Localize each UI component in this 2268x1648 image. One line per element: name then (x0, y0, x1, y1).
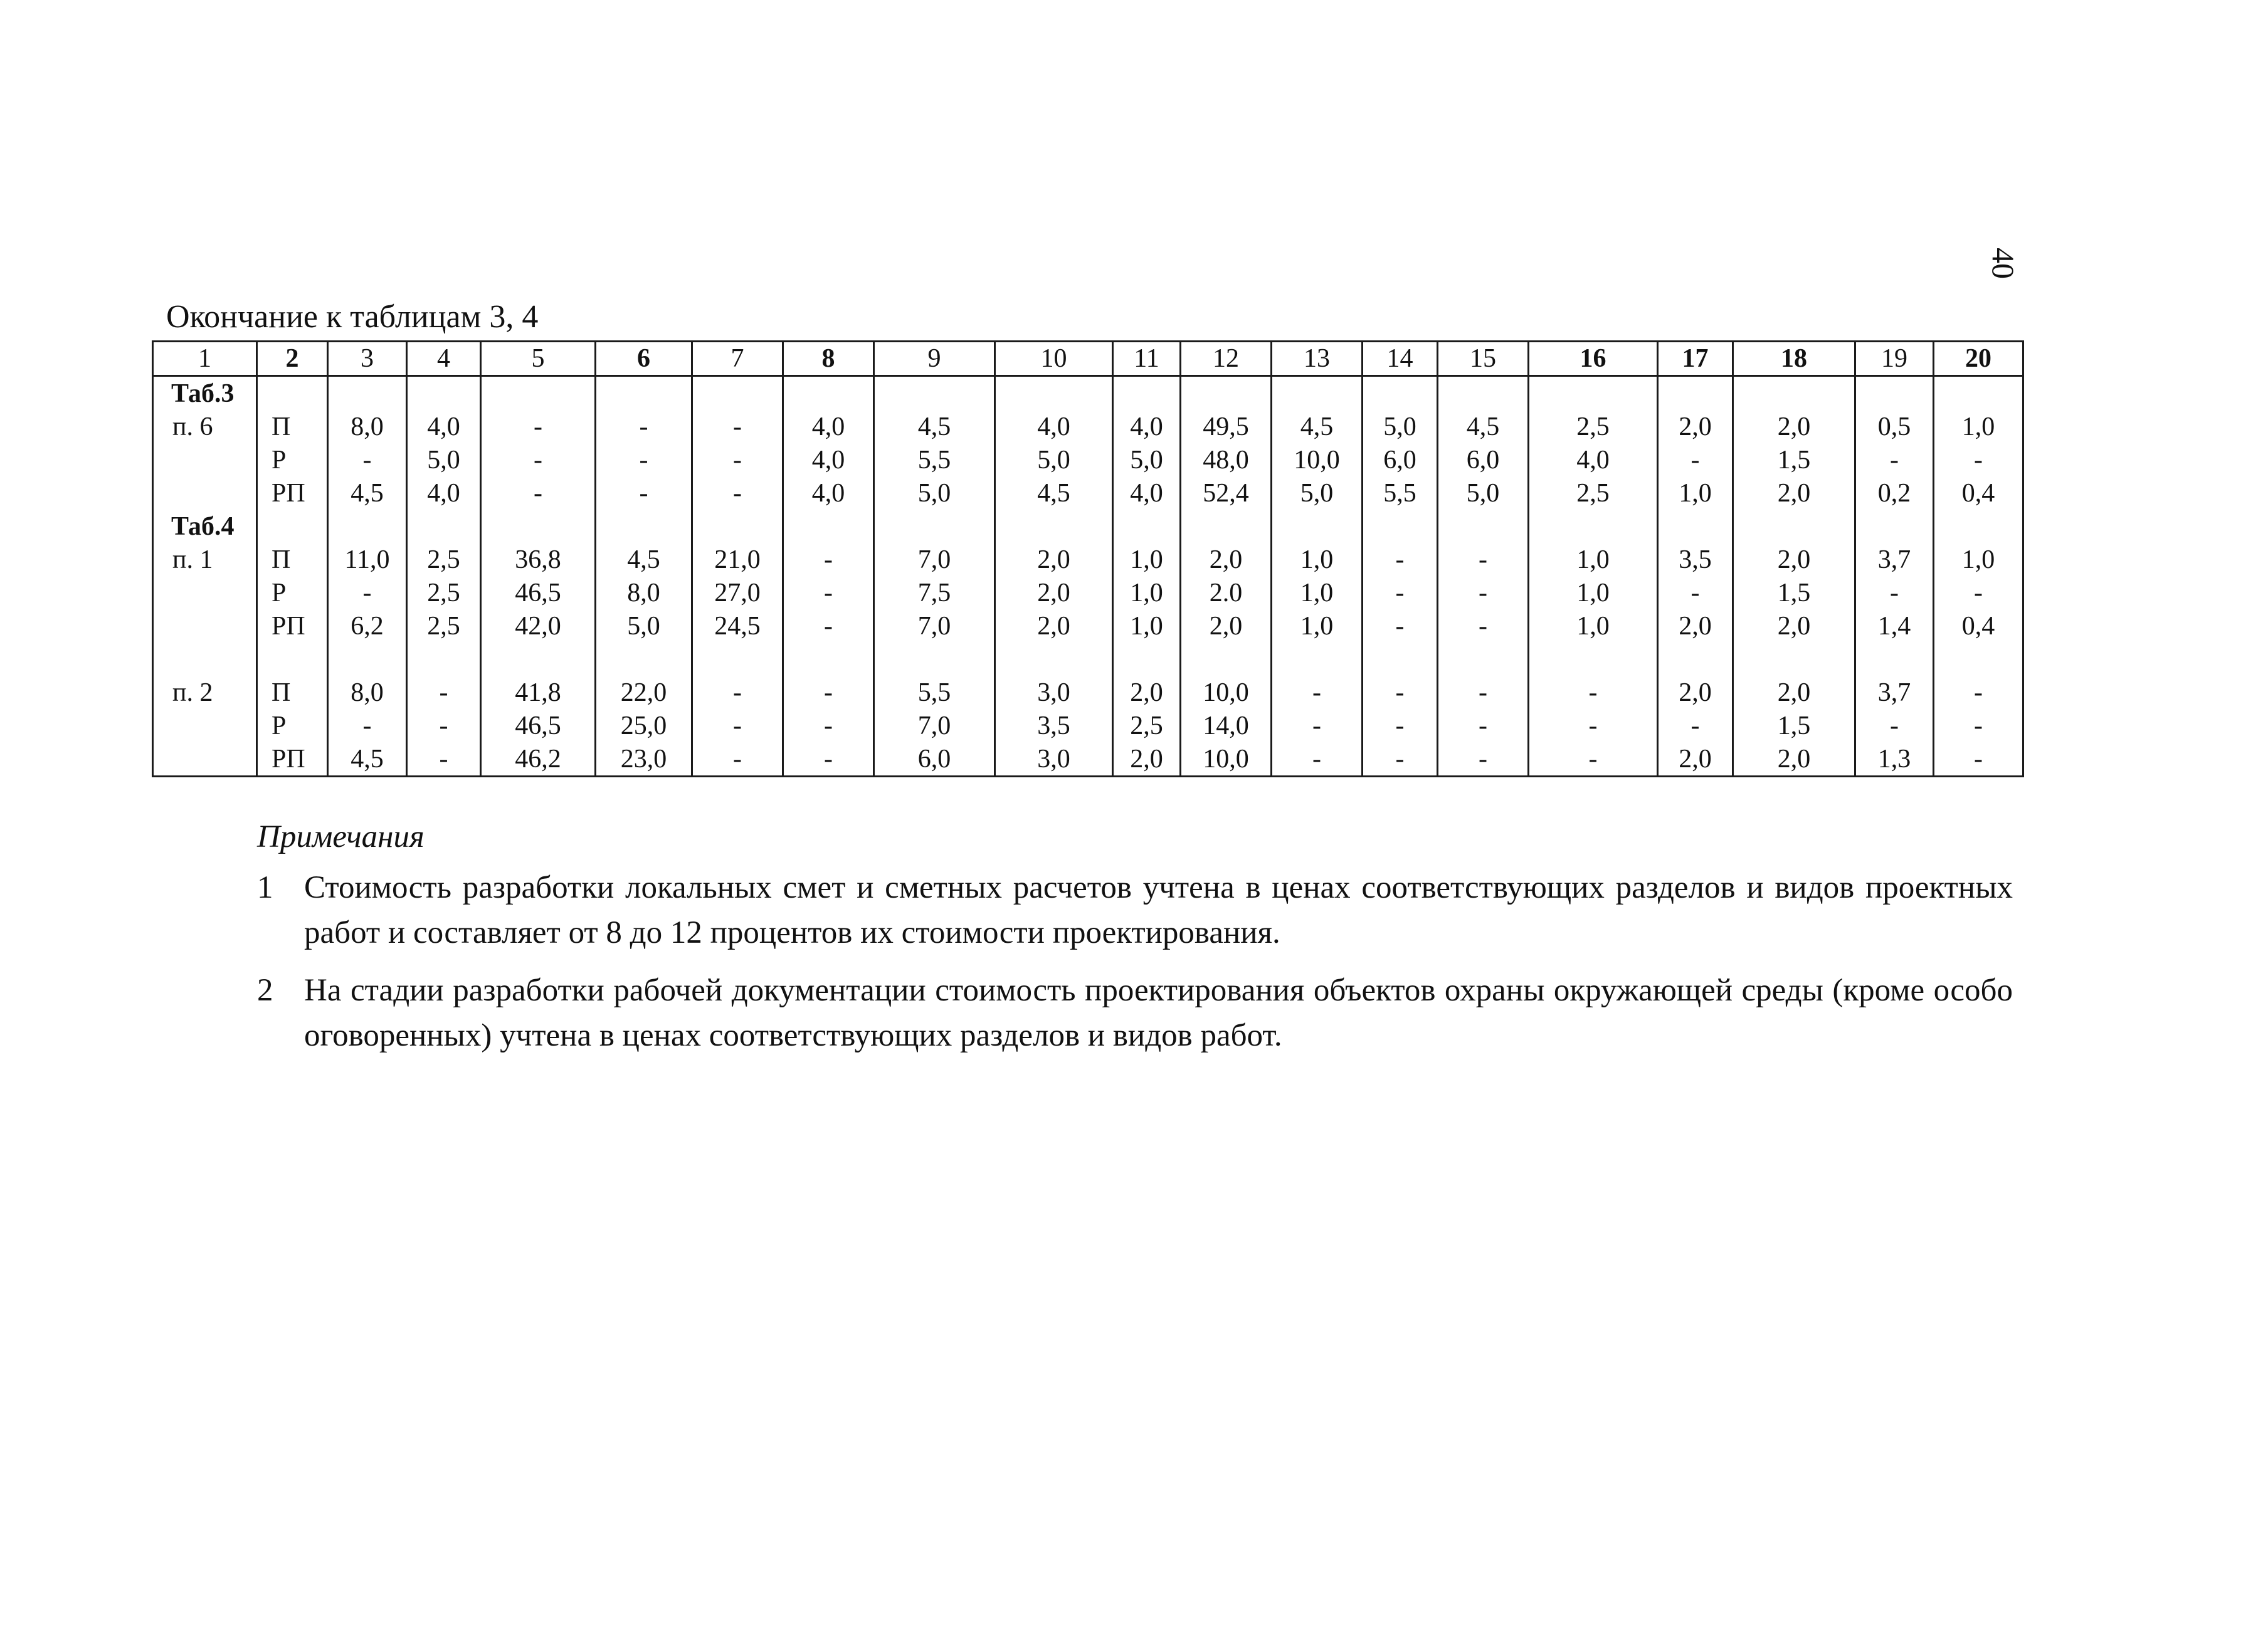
value-cell: - (692, 410, 783, 443)
value-cell (874, 510, 995, 543)
value-cell: - (407, 676, 481, 709)
column-header: 17 (1658, 342, 1733, 376)
value-cell: 2,0 (1733, 476, 1855, 510)
value-cell: 52,4 (1181, 476, 1272, 510)
value-cell: - (1658, 709, 1733, 742)
value-cell: 10,0 (1181, 676, 1272, 709)
value-cell: 0,2 (1855, 476, 1934, 510)
value-cell (407, 376, 481, 411)
value-cell (874, 376, 995, 411)
value-cell: 2,0 (1113, 742, 1181, 777)
value-cell: 4,0 (783, 443, 874, 476)
value-cell: 8,0 (328, 676, 407, 709)
value-cell: 23,0 (596, 742, 692, 777)
value-cell: 2,0 (995, 543, 1113, 576)
value-cell (1733, 643, 1855, 676)
column-header: 15 (1438, 342, 1529, 376)
table-row (153, 576, 2023, 609)
value-cell: 2,5 (1529, 476, 1658, 510)
column-header: 8 (783, 342, 874, 376)
value-cell: 36,8 (481, 543, 596, 576)
value-cell: 10,0 (1181, 742, 1272, 777)
value-cell (596, 376, 692, 411)
value-cell (407, 510, 481, 543)
value-cell: 2,0 (1181, 543, 1272, 576)
note-item (257, 865, 2013, 955)
value-cell: 48,0 (1181, 443, 1272, 476)
column-header: 16 (1529, 342, 1658, 376)
note-number: 1 (257, 870, 273, 905)
column-header: 12 (1181, 342, 1272, 376)
row-label: п. 1 (153, 543, 257, 576)
value-cell: 25,0 (596, 709, 692, 742)
table-row (153, 410, 2023, 443)
value-cell: 5,0 (407, 443, 481, 476)
value-cell: 6,0 (1438, 443, 1529, 476)
value-cell: - (1934, 576, 2023, 609)
value-cell (692, 376, 783, 411)
value-cell: - (692, 742, 783, 777)
value-cell: - (596, 476, 692, 510)
value-cell: 42,0 (481, 609, 596, 643)
table-row (153, 510, 2023, 543)
value-cell: - (783, 543, 874, 576)
value-cell: 8,0 (596, 576, 692, 609)
value-cell: 0,4 (1934, 476, 2023, 510)
column-header: 4 (407, 342, 481, 376)
note-item (257, 968, 2013, 1058)
value-cell: 8,0 (328, 410, 407, 443)
value-cell (1529, 643, 1658, 676)
value-cell (1658, 376, 1733, 411)
value-cell: 5,5 (874, 443, 995, 476)
row-label (153, 476, 257, 510)
value-cell: 4,5 (596, 543, 692, 576)
value-cell: - (1934, 742, 2023, 777)
table-row (153, 543, 2023, 576)
value-cell (995, 643, 1113, 676)
value-cell: 22,0 (596, 676, 692, 709)
stage-cell: Р (257, 709, 328, 742)
value-cell: - (481, 476, 596, 510)
value-cell (874, 643, 995, 676)
value-cell: 11,0 (328, 543, 407, 576)
column-header: 2 (257, 342, 328, 376)
value-cell: 1,0 (1529, 576, 1658, 609)
value-cell: 7,0 (874, 709, 995, 742)
value-cell: - (692, 476, 783, 510)
value-cell: 49,5 (1181, 410, 1272, 443)
value-cell: 5,0 (1113, 443, 1181, 476)
value-cell: 2,0 (1181, 609, 1272, 643)
value-cell: 24,5 (692, 609, 783, 643)
value-cell (596, 643, 692, 676)
column-header: 11 (1113, 342, 1181, 376)
stage-cell: П (257, 543, 328, 576)
value-cell: - (1272, 709, 1363, 742)
column-header: 13 (1272, 342, 1363, 376)
stage-cell: РП (257, 609, 328, 643)
value-cell (1272, 376, 1363, 411)
stage-cell (257, 376, 328, 411)
value-cell (481, 376, 596, 411)
value-cell (1934, 643, 2023, 676)
value-cell: 2,0 (995, 609, 1113, 643)
value-cell: 0,5 (1855, 410, 1934, 443)
value-cell: 2,5 (407, 576, 481, 609)
column-header: 3 (328, 342, 407, 376)
value-cell: - (1934, 676, 2023, 709)
value-cell (596, 510, 692, 543)
value-cell: - (1855, 443, 1934, 476)
value-cell (1363, 643, 1438, 676)
value-cell (783, 376, 874, 411)
value-cell: 4,0 (1529, 443, 1658, 476)
value-cell (407, 643, 481, 676)
value-cell: - (783, 709, 874, 742)
value-cell: - (1855, 709, 1934, 742)
stage-cell: Р (257, 443, 328, 476)
notes-title: Примечания (257, 819, 425, 854)
table-row (153, 476, 2023, 510)
stage-cell (257, 510, 328, 543)
value-cell: 5,0 (1272, 476, 1363, 510)
value-cell: 4,0 (783, 476, 874, 510)
row-label (153, 443, 257, 476)
value-cell: 2,0 (1113, 676, 1181, 709)
value-cell: 7,5 (874, 576, 995, 609)
value-cell: - (1363, 609, 1438, 643)
value-cell: 4,0 (407, 476, 481, 510)
value-cell: 14,0 (1181, 709, 1272, 742)
value-cell (1934, 376, 2023, 411)
value-cell: 4,0 (783, 410, 874, 443)
value-cell: 2,0 (1733, 742, 1855, 777)
value-cell: 46,2 (481, 742, 596, 777)
column-header: 5 (481, 342, 596, 376)
value-cell: 4,0 (1113, 476, 1181, 510)
value-cell: 2,0 (1733, 543, 1855, 576)
value-cell: 6,2 (328, 609, 407, 643)
value-cell: 4,5 (328, 476, 407, 510)
value-cell: 6,0 (1363, 443, 1438, 476)
value-cell: 1,0 (1272, 576, 1363, 609)
value-cell: 7,0 (874, 543, 995, 576)
value-cell: - (692, 709, 783, 742)
value-cell: - (1363, 543, 1438, 576)
value-cell: 5,5 (874, 676, 995, 709)
value-cell: 4,5 (1272, 410, 1363, 443)
value-cell: 5,5 (1363, 476, 1438, 510)
value-cell (1733, 510, 1855, 543)
value-cell: - (481, 443, 596, 476)
value-cell: 2.0 (1181, 576, 1272, 609)
value-cell: - (407, 742, 481, 777)
value-cell: 1,0 (1529, 609, 1658, 643)
table-caption: Окончание к таблицам 3, 4 (166, 299, 539, 335)
value-cell (328, 510, 407, 543)
value-cell: - (1438, 543, 1529, 576)
value-cell: 2,0 (1658, 410, 1733, 443)
value-cell (1272, 510, 1363, 543)
value-cell: 3,7 (1855, 676, 1934, 709)
value-cell: 10,0 (1272, 443, 1363, 476)
table-row (153, 742, 2023, 777)
value-cell: 2,0 (1733, 676, 1855, 709)
value-cell: - (1934, 709, 2023, 742)
value-cell: 1,5 (1733, 443, 1855, 476)
value-cell (995, 376, 1113, 411)
row-label: Таб.4 (153, 510, 257, 543)
table-row (153, 676, 2023, 709)
value-cell: 3,0 (995, 676, 1113, 709)
value-cell: 4,0 (995, 410, 1113, 443)
value-cell: - (1529, 676, 1658, 709)
value-cell (1438, 643, 1529, 676)
value-cell: 21,0 (692, 543, 783, 576)
value-cell (1855, 643, 1934, 676)
value-cell (783, 643, 874, 676)
value-cell: - (1529, 742, 1658, 777)
value-cell: - (1272, 676, 1363, 709)
value-cell: - (1363, 742, 1438, 777)
value-cell: 4,5 (328, 742, 407, 777)
value-cell: 2,0 (995, 576, 1113, 609)
value-cell: 4,0 (407, 410, 481, 443)
note-number: 2 (257, 973, 273, 1008)
column-header: 9 (874, 342, 995, 376)
value-cell (1855, 510, 1934, 543)
value-cell (1272, 643, 1363, 676)
value-cell: 3,7 (1855, 543, 1934, 576)
value-cell (995, 510, 1113, 543)
value-cell (1181, 376, 1272, 411)
value-cell (1438, 510, 1529, 543)
value-cell: - (692, 443, 783, 476)
stage-cell: РП (257, 742, 328, 777)
value-cell (1733, 376, 1855, 411)
value-cell: - (783, 742, 874, 777)
value-cell: - (1363, 709, 1438, 742)
value-cell: 1,4 (1855, 609, 1934, 643)
value-cell: - (1438, 576, 1529, 609)
page-number: 40 (1986, 248, 2021, 279)
value-cell: 1,5 (1733, 576, 1855, 609)
value-cell (481, 643, 596, 676)
value-cell: 46,5 (481, 709, 596, 742)
stage-cell: Р (257, 576, 328, 609)
value-cell: 1,0 (1113, 543, 1181, 576)
value-cell: 1,3 (1855, 742, 1934, 777)
value-cell (1113, 510, 1181, 543)
value-cell: 1,0 (1113, 609, 1181, 643)
value-cell: - (783, 609, 874, 643)
value-cell (692, 510, 783, 543)
value-cell: 5,0 (995, 443, 1113, 476)
value-cell (1113, 643, 1181, 676)
table-row (153, 376, 2023, 411)
column-header: 6 (596, 342, 692, 376)
value-cell: 2,0 (1658, 742, 1733, 777)
column-header: 14 (1363, 342, 1438, 376)
value-cell: 6,0 (874, 742, 995, 777)
value-cell: - (1363, 576, 1438, 609)
column-header: 19 (1855, 342, 1934, 376)
value-cell: - (1438, 676, 1529, 709)
value-cell: 2,0 (1658, 676, 1733, 709)
value-cell: - (1438, 709, 1529, 742)
value-cell: - (1855, 576, 1934, 609)
value-cell (1113, 376, 1181, 411)
value-cell: 3,5 (995, 709, 1113, 742)
value-cell: 1,0 (1529, 543, 1658, 576)
value-cell (1438, 376, 1529, 411)
row-label (153, 643, 257, 676)
value-cell (692, 643, 783, 676)
value-cell: 4,0 (1113, 410, 1181, 443)
value-cell: 4,5 (1438, 410, 1529, 443)
row-label (153, 609, 257, 643)
row-label: п. 6 (153, 410, 257, 443)
value-cell: - (1272, 742, 1363, 777)
value-cell (1181, 643, 1272, 676)
value-cell: - (596, 410, 692, 443)
value-cell (481, 510, 596, 543)
column-header: 10 (995, 342, 1113, 376)
value-cell (1855, 376, 1934, 411)
value-cell: 5,0 (1363, 410, 1438, 443)
value-cell (1529, 510, 1658, 543)
stage-cell (257, 643, 328, 676)
value-cell: - (783, 576, 874, 609)
column-header: 18 (1733, 342, 1855, 376)
stage-cell: П (257, 410, 328, 443)
row-label (153, 742, 257, 777)
table-row (153, 643, 2023, 676)
column-header: 20 (1934, 342, 2023, 376)
row-label: Таб.3 (153, 376, 257, 411)
value-cell: 5,0 (1438, 476, 1529, 510)
value-cell: - (1658, 576, 1733, 609)
value-cell (1363, 510, 1438, 543)
value-cell: 1,0 (1934, 543, 2023, 576)
table-row (153, 609, 2023, 643)
row-label (153, 576, 257, 609)
value-cell: - (328, 576, 407, 609)
value-cell: 2,5 (407, 543, 481, 576)
value-cell: - (328, 443, 407, 476)
value-cell: 2,0 (1733, 609, 1855, 643)
value-cell: - (783, 676, 874, 709)
value-cell: - (481, 410, 596, 443)
value-cell: - (1658, 443, 1733, 476)
value-cell (1529, 376, 1658, 411)
value-cell: - (328, 709, 407, 742)
value-cell: - (1438, 609, 1529, 643)
column-header: 7 (692, 342, 783, 376)
note-text: Стоимость разработки локальных смет и сметных расчетов учтена в ценах соответствующих разделов и видов проектных работ и составляет от 8 до 12 процентов их стоимости проектирования. (304, 870, 2013, 950)
value-cell: - (407, 709, 481, 742)
row-label: п. 2 (153, 676, 257, 709)
notes-section (257, 815, 2013, 1071)
value-cell: 3,0 (995, 742, 1113, 777)
value-cell: 7,0 (874, 609, 995, 643)
value-cell: 2,0 (1733, 410, 1855, 443)
value-cell (1363, 376, 1438, 411)
value-cell: - (692, 676, 783, 709)
value-cell: 1,0 (1272, 609, 1363, 643)
price-table (152, 340, 2024, 777)
value-cell: 0,4 (1934, 609, 2023, 643)
value-cell: 27,0 (692, 576, 783, 609)
value-cell: 46,5 (481, 576, 596, 609)
value-cell (1658, 643, 1733, 676)
value-cell (1181, 510, 1272, 543)
value-cell: - (1529, 709, 1658, 742)
stage-cell: П (257, 676, 328, 709)
value-cell: 1,0 (1113, 576, 1181, 609)
value-cell: - (1363, 676, 1438, 709)
value-cell: 1,0 (1658, 476, 1733, 510)
header-row (153, 342, 2023, 376)
value-cell: 1,0 (1934, 410, 2023, 443)
table-body (153, 376, 2023, 777)
value-cell (1934, 510, 2023, 543)
value-cell (328, 376, 407, 411)
value-cell: 4,5 (995, 476, 1113, 510)
value-cell: 2,5 (1529, 410, 1658, 443)
value-cell: 3,5 (1658, 543, 1733, 576)
value-cell: 1,5 (1733, 709, 1855, 742)
value-cell: - (1438, 742, 1529, 777)
value-cell: 41,8 (481, 676, 596, 709)
value-cell: - (596, 443, 692, 476)
column-header: 1 (153, 342, 257, 376)
value-cell: 2,5 (1113, 709, 1181, 742)
value-cell: 5,0 (596, 609, 692, 643)
stage-cell: РП (257, 476, 328, 510)
value-cell: - (1934, 443, 2023, 476)
value-cell: 5,0 (874, 476, 995, 510)
table-row (153, 709, 2023, 742)
value-cell (783, 510, 874, 543)
value-cell: 2,0 (1658, 609, 1733, 643)
value-cell: 1,0 (1272, 543, 1363, 576)
value-cell: 2,5 (407, 609, 481, 643)
note-text: На стадии разработки рабочей документации стоимость проектирования объектов охраны окружающей среды (кроме особо оговоренных) учтена в ценах соответствующих разделов и видов работ. (304, 973, 2013, 1053)
value-cell (328, 643, 407, 676)
value-cell: 4,5 (874, 410, 995, 443)
table-row (153, 443, 2023, 476)
value-cell (1658, 510, 1733, 543)
row-label (153, 709, 257, 742)
